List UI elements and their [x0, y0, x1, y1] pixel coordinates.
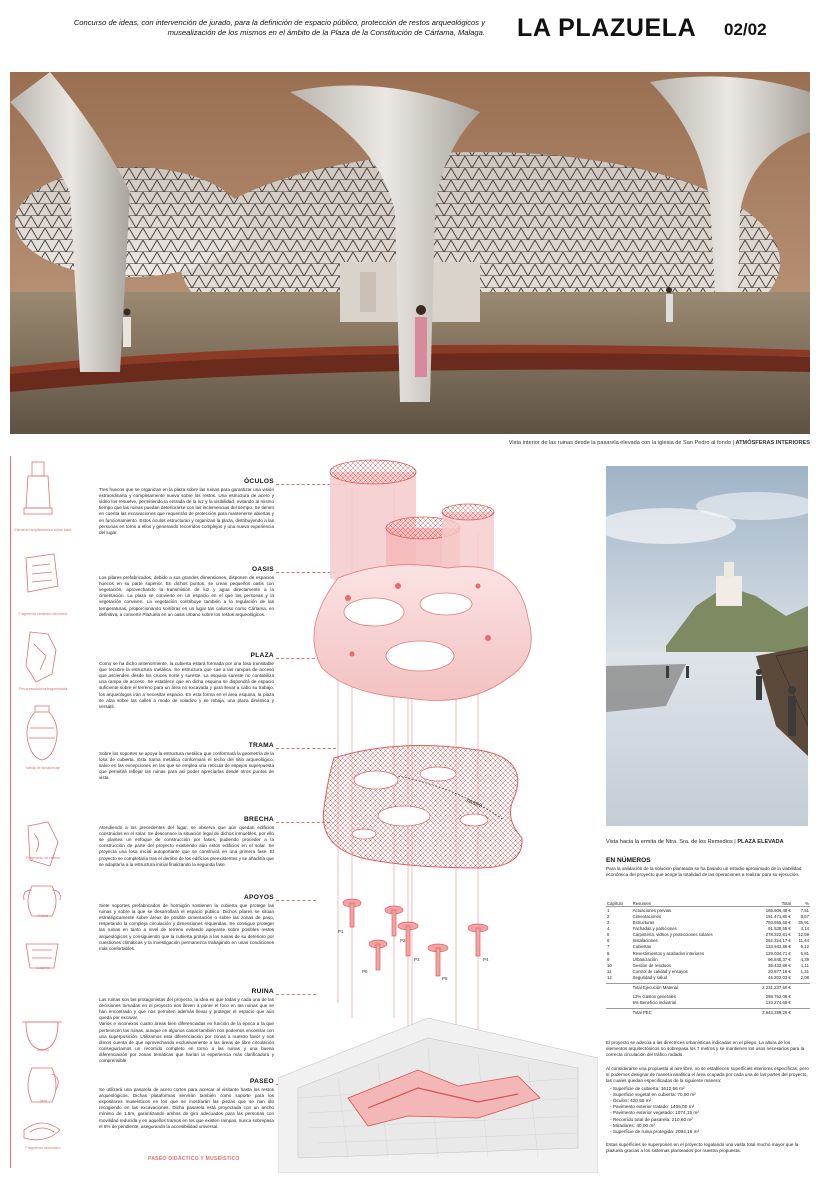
budget-cell: Actuaciones previas [632, 907, 672, 913]
budget-cell: 12,59 [798, 932, 809, 938]
thumbnail-caption-5: Fragmento de relieve [26, 856, 60, 860]
section-title: OASIS [251, 566, 274, 573]
surface-item: - Superficie de cubierta: 1612,56 m² [610, 1086, 806, 1092]
surfaces-list [610, 1086, 806, 1135]
numbers-intro: Para la validación de la solución planteada se ha basado un estudio aproximado de la viabilidad económica del proyecto que acoge la totalidad de las operaciones a realizar para su ejecución. [606, 866, 802, 877]
budget-cell: 11 [607, 969, 612, 975]
page-title: LA PLAZUELA [517, 14, 697, 42]
budget-cell: 6,12 [800, 944, 809, 950]
budget-cell: 3 [607, 919, 610, 925]
section-oasis [99, 566, 274, 618]
section-body: Los pilares prefabricados, debido a sus grandes dimensiones, disponen de espacios huecos en su parte superior. En dichos puntos, se crean pequeños oasis con vegetación, aprovechando la transmisión de luz y agua directamente a la cimentación. La plaza se convierte en un espacio en el que las personas y la vegetación conviven. La vegetación contribuye también a la regulación de las temperaturas, proporcionando sombras en un lugar tan caluroso como Cártama, en definitiva, a convertir Plazuela en un oasis urbano sobre los restos arqueológicos. [99, 575, 274, 617]
thumbnail-caption-8: Cuenco [36, 1048, 50, 1052]
budget-cell: Gestión de residuos [632, 962, 671, 968]
thumbnail-caption-9: Jarra [38, 1099, 48, 1103]
budget-total-pec: Total PEC 2.643.289,29 € [606, 1009, 810, 1016]
budget-cell: 5,81 [800, 950, 809, 956]
pillar-label: P3 [414, 957, 420, 962]
pillar-label: P4 [483, 957, 489, 962]
section-body: Se utilizará una pasarela de acero corten para acercar al visitante hasta los restos arqueológicos. Dichas plataformas servirán también como soporte para los expositores museísticos en los que se mostrarán las piezas que se han ido recogiendo en las excavaciones. Dicha pasarela está proyectada con un ancho mínimo de 1.5m, garantizando ambos de giro adecuados para las personas con movilidad reducida y en aquellos tramos en los que existen rampas, nunca sobrepasa el 6% de pendiente, asegurando la accesibilidad universal. [99, 1087, 274, 1129]
budget-row [606, 907, 810, 914]
section-title: BRECHA [243, 816, 274, 823]
surface-item: - Superficie de ruina protegida: 2084,16 m² [610, 1129, 806, 1135]
budget-col-header: % [792, 900, 810, 907]
budget-cell: 4,39 [800, 956, 809, 962]
urban-compliance-note: El proyecto se adecúa a las directrices urbanísticas indicadas en el pliego. La altura de los elementos arquitectónicos no sobrepasa los 7 metros y se mantienen los usos necesarios para la correcta circulación del tráfico rodado. [606, 1040, 805, 1057]
section-title: ÓCULOS [243, 478, 274, 485]
section-title: TRAMA [248, 742, 274, 749]
section-body: Atendiendo a los precedentes del lugar, se observa que aún quedan edificios construidos en el solar. Se desconoce la situación legal de dichos inmuebles, por ello se plantea un enfoque de construcción por fases, pudiendo proceder a la construcción de parte del proyecto existiendo aún estos edificios en el solar. Se proyecta una losa inicial autoportante que se construirá en una primera fase. El proyecto se completaría tras el derribo de los edificios preexistentes y se añadiría que se adaptaría a la estructura inicial finalizando la segunda fase. [99, 825, 274, 867]
budget-cell: 7,51 [800, 907, 809, 913]
budget-cell: 5 [607, 932, 610, 938]
margin-line [10, 456, 11, 1168]
artifact-thumbnail-5 [18, 816, 66, 878]
budget-cell: 1,21 [800, 969, 809, 975]
artifact-thumbnail-2 [18, 546, 66, 608]
surface-item: - Pavimento exterior vegetado: 1074,15 m² [610, 1110, 806, 1116]
section-body: Siete soportes prefabricados de hormigón sostienen la cubierta que protege las ruinas y sobre la que se desarrollará el espacio público. Dichos pilares se sitúan estratégicamente sobre áreas de posible cimentación o sobre las zonas de paso, respetando la compleja circulación y dimensiones requeridas. Se consigue proteger las ruinas en tanto a nivel de terreno evitando apoyarse sobre posibles restos arqueológicos y consiguiendo que la cubierta proteja a las ruinas de su deterioro por cuestiones climáticas y la investigación permanezca trabajando en unas condiciones más confortables. [99, 903, 274, 951]
budget-row [606, 932, 810, 938]
plaza-elevada-caption: Vista hacia la ermita de Ntra. Sra. de los Remedios | PLAZA ELEVADA [606, 839, 784, 845]
budget-cell: Carpintería, vidrios y protecciones solares [632, 932, 713, 938]
budget-table [606, 900, 810, 1016]
artifact-thumbnail-3 [18, 626, 66, 688]
budget-gastos-generales: 13% Gastos generales 288.762,08 € [632, 994, 791, 1000]
budget-cell: 793.655,60 € [765, 919, 791, 925]
section-title: PLAZA [250, 652, 274, 659]
surface-item: - Recorrido total de pasarela: 210,60 m² [610, 1117, 806, 1123]
budget-cell: Revestimientos y acabados interiores [632, 950, 705, 956]
section-trama [99, 742, 274, 782]
budget-cell: 96.845,37 € [768, 956, 791, 962]
thumbnail-caption-4: Vasija de almacenaje [26, 766, 60, 770]
budget-col-header: Resumen [632, 900, 749, 907]
section-oculos [99, 478, 274, 536]
interior-render-image [10, 72, 810, 434]
budget-cell: 278.322,81 € [765, 932, 791, 938]
budget-cell: 252.324,17 € [765, 938, 791, 944]
surface-item: - Miradores: 40,00 m² [610, 1123, 806, 1129]
thumbnail-caption-3: Pieza escultórica fragmentada [18, 687, 68, 691]
budget-cell: Control de calidad y ensayos [632, 969, 688, 975]
thumbnail-caption-2: Fragmento cerámico decorado [18, 612, 68, 616]
budget-cell: 46.202,03 € [768, 975, 791, 981]
competition-intro: Concurso de ideas, con intervención de jurado, para la definición de espacio público, protección de restos arqueológicos y musealización de los mismos en el ámbito de la Plaza de la Constitución de Cártama, Malaga. [73, 18, 485, 38]
budget-cell: 7 [607, 944, 610, 950]
section-plaza [99, 652, 274, 710]
section-title: APOYOS [243, 894, 274, 901]
section-title: RUINA [251, 988, 274, 995]
budget-cell: 133.942,89 € [765, 944, 791, 950]
budget-cell: Fachadas y particiones [632, 925, 677, 931]
thumbnail-caption-1: Elemento arquitectónico sobre base [14, 528, 72, 532]
budget-cell: Seguridad y salud [632, 975, 668, 981]
budget-cell: 8,67 [800, 913, 809, 919]
numbers-heading: EN NÚMEROS [606, 857, 651, 864]
budget-col-header: Total [748, 900, 792, 907]
budget-cell: 2 [607, 913, 610, 919]
surface-item: - Óculos: 420,55 m² [610, 1098, 806, 1104]
section-body: Las ruinas son las protagonistas del proyecto, la idea es que todas y cada una de las decisiones tomadas en el proyecto nos lleven a poner el foco en las ruinas que se han encontrado y que nos permiten además llevar y proteger el espacio que aún queda por excavar. Varios e inconexos cuatro áreas bien diferenciadas en función de la época a la que pertenecen las ruinas, aunque en algunos casos también nos podemos encontrar con una superposición. Utilizamos esta diferenciación por zonas a nuestro favor y nos dimos cuenta de que aprovechando exclusivamente a las áreas de libre circulación conseguiríamos un recorrido completo en torno a las ruinas y una buena diferenciación por zonas temáticas que harían la experiencia más clarificadora y comprensible. [99, 997, 274, 1064]
pillar-label: P2 [400, 938, 406, 943]
artifact-thumbnail-10 [18, 1110, 66, 1172]
pillar-label: P5 [442, 976, 448, 981]
section-body: Como se ha dicho anteriormente, la cubierta estará formada por una losa transitable que recubre la estructura metálica. Se estructura que cae a las rampas de acceso que ascienden desde los cruces norte y sureste. La esquina sureste no contabiliza una rampa de acceso. Se establece que en dicha esquina se dispondrá de espacio suficiente sobre el terreno para un área no excavada y para llevar a cabo su trabajo, los arqueólogos irán a necesitar espacio. En esta forma en el área esquina, la plaza se alza sobre las calles a modo de voladizo y se rebaja, una plaza dinámica y versátil. [99, 661, 274, 709]
budget-total-pem: Total Ejecución Material 2.231.237,50 € [606, 984, 810, 991]
artifact-thumbnail-7 [18, 928, 66, 990]
budget-cell: 4 [607, 925, 610, 931]
budget-cell: Estructuras [632, 919, 655, 925]
section-paseo [99, 1078, 274, 1130]
section-apoyos [99, 894, 274, 952]
paseo-didactico-label: PASEO DIDÁCTICO Y MUSEÍSTICO [148, 1156, 240, 1162]
budget-cell: 1,11 [800, 962, 809, 968]
budget-cell: 165.906,48 € [765, 907, 791, 913]
artifact-thumbnail-6 [18, 872, 66, 934]
artifact-thumbnail-1 [18, 458, 66, 520]
budget-cell: 2,08 [800, 975, 809, 981]
section-brecha [99, 816, 274, 868]
budget-cell: 129.034,71 € [765, 950, 791, 956]
budget-cell: 9 [607, 956, 610, 962]
budget-cell: Cimentaciones [632, 913, 662, 919]
surface-item: - Pavimento exterior tratado: 1406,00 m² [610, 1104, 806, 1110]
exploded-axonometric-diagram [278, 458, 598, 1173]
section-body: Tres huecos que se organizan en la plaza sobre las ruinas para garantizar una visión extraordinaria y completamente nueva sobre los restos. Una estructura de acero y vidrio los resuelve, permitiendo la entrada de la luz y la visibilidad, evitando al mismo tiempo que las ruinas puedan deteriorarse con las inclemencias del tiempo. Se tienen en cuenta las excavaciones que requerirán de protección para mantenerse abiertas y en funcionamiento. Estos óculos estructuran y organizan la plaza, distribuyendo a las personas en torno a ellos y generando recorridos complejos y una nueva experiencia del lugar. [99, 487, 274, 535]
pasarela-label: PASEO [465, 798, 484, 810]
section-body: Sobre los soportes se apoya la estructura metálica que conformará la geometría de la losa de cubierta. Esta trama metálica conformará el techo del sitio arqueológico, salvo en las excepciones en las que se emplea una retícula de espejos superpuesta que permitirá reflejar las ruinas para así poder apreciarlas desde otros puntos de vista. [99, 751, 274, 781]
budget-beneficio-industrial: 6% Beneficio industrial 133.274,65 € [632, 1000, 791, 1006]
thumbnail-caption-6: Ánfora [37, 914, 49, 918]
budget-cell: Cubiertas [632, 944, 651, 950]
budget-cell: 1 [607, 907, 610, 913]
thumbnail-caption-7: Lucerna [36, 966, 50, 970]
budget-cell: 10 [607, 962, 612, 968]
budget-cell: 91.535,55 € [768, 925, 791, 931]
surface-item: - Superficie vegetal en cubierta: 70,00 m² [610, 1092, 806, 1098]
budget-cell: Urbanización [632, 956, 658, 962]
budget-cell: 35,91 [798, 919, 809, 925]
budget-cell: 12 [607, 975, 612, 981]
surfaces-closing-note: Estas superficies se superponen en el proyecto regalando una vasta total mucho mayor que la plazuela gracias a los sistemas planteados por nuestra propuesta. [606, 1142, 799, 1153]
budget-cell: 11,44 [798, 938, 809, 944]
artifact-thumbnail-4 [18, 702, 66, 764]
budget-cell: 20.877,18 € [768, 969, 791, 975]
plaza-elevada-render [606, 466, 808, 826]
sheet-number: 02/02 [724, 20, 767, 39]
section-ruina [99, 988, 274, 1064]
surfaces-intro-note: Al considerarse una propuesta al aire libre, no se establecen superficies interiores específicas, pero sí podemos designar de manera analítica el área ocupada por cada una de las partes del proyecto, las cuales quedan especificadas de la siguiente manera: [606, 1066, 809, 1083]
budget-cell: 35.432,89 € [768, 962, 791, 968]
budget-cell: 191.471,80 € [765, 913, 791, 919]
section-title: PASEO [249, 1078, 274, 1085]
budget-cell: 8 [607, 950, 610, 956]
pillar-label: P1 [338, 929, 344, 934]
pillar-label: P6 [362, 969, 368, 974]
render-caption: Vista interior de las ruinas desde la pasarela elevada con la iglesia de San Pedro al fondo | ATMÓSFERAS INTERIORES [508, 440, 810, 446]
budget-cell: 6 [607, 938, 610, 944]
thumbnail-caption-10: Fragmento decorativo [25, 1146, 61, 1150]
budget-cell: 4,14 [800, 925, 809, 931]
budget-col-header: Capítulo [606, 900, 632, 907]
budget-cell: Instalaciones [632, 938, 658, 944]
